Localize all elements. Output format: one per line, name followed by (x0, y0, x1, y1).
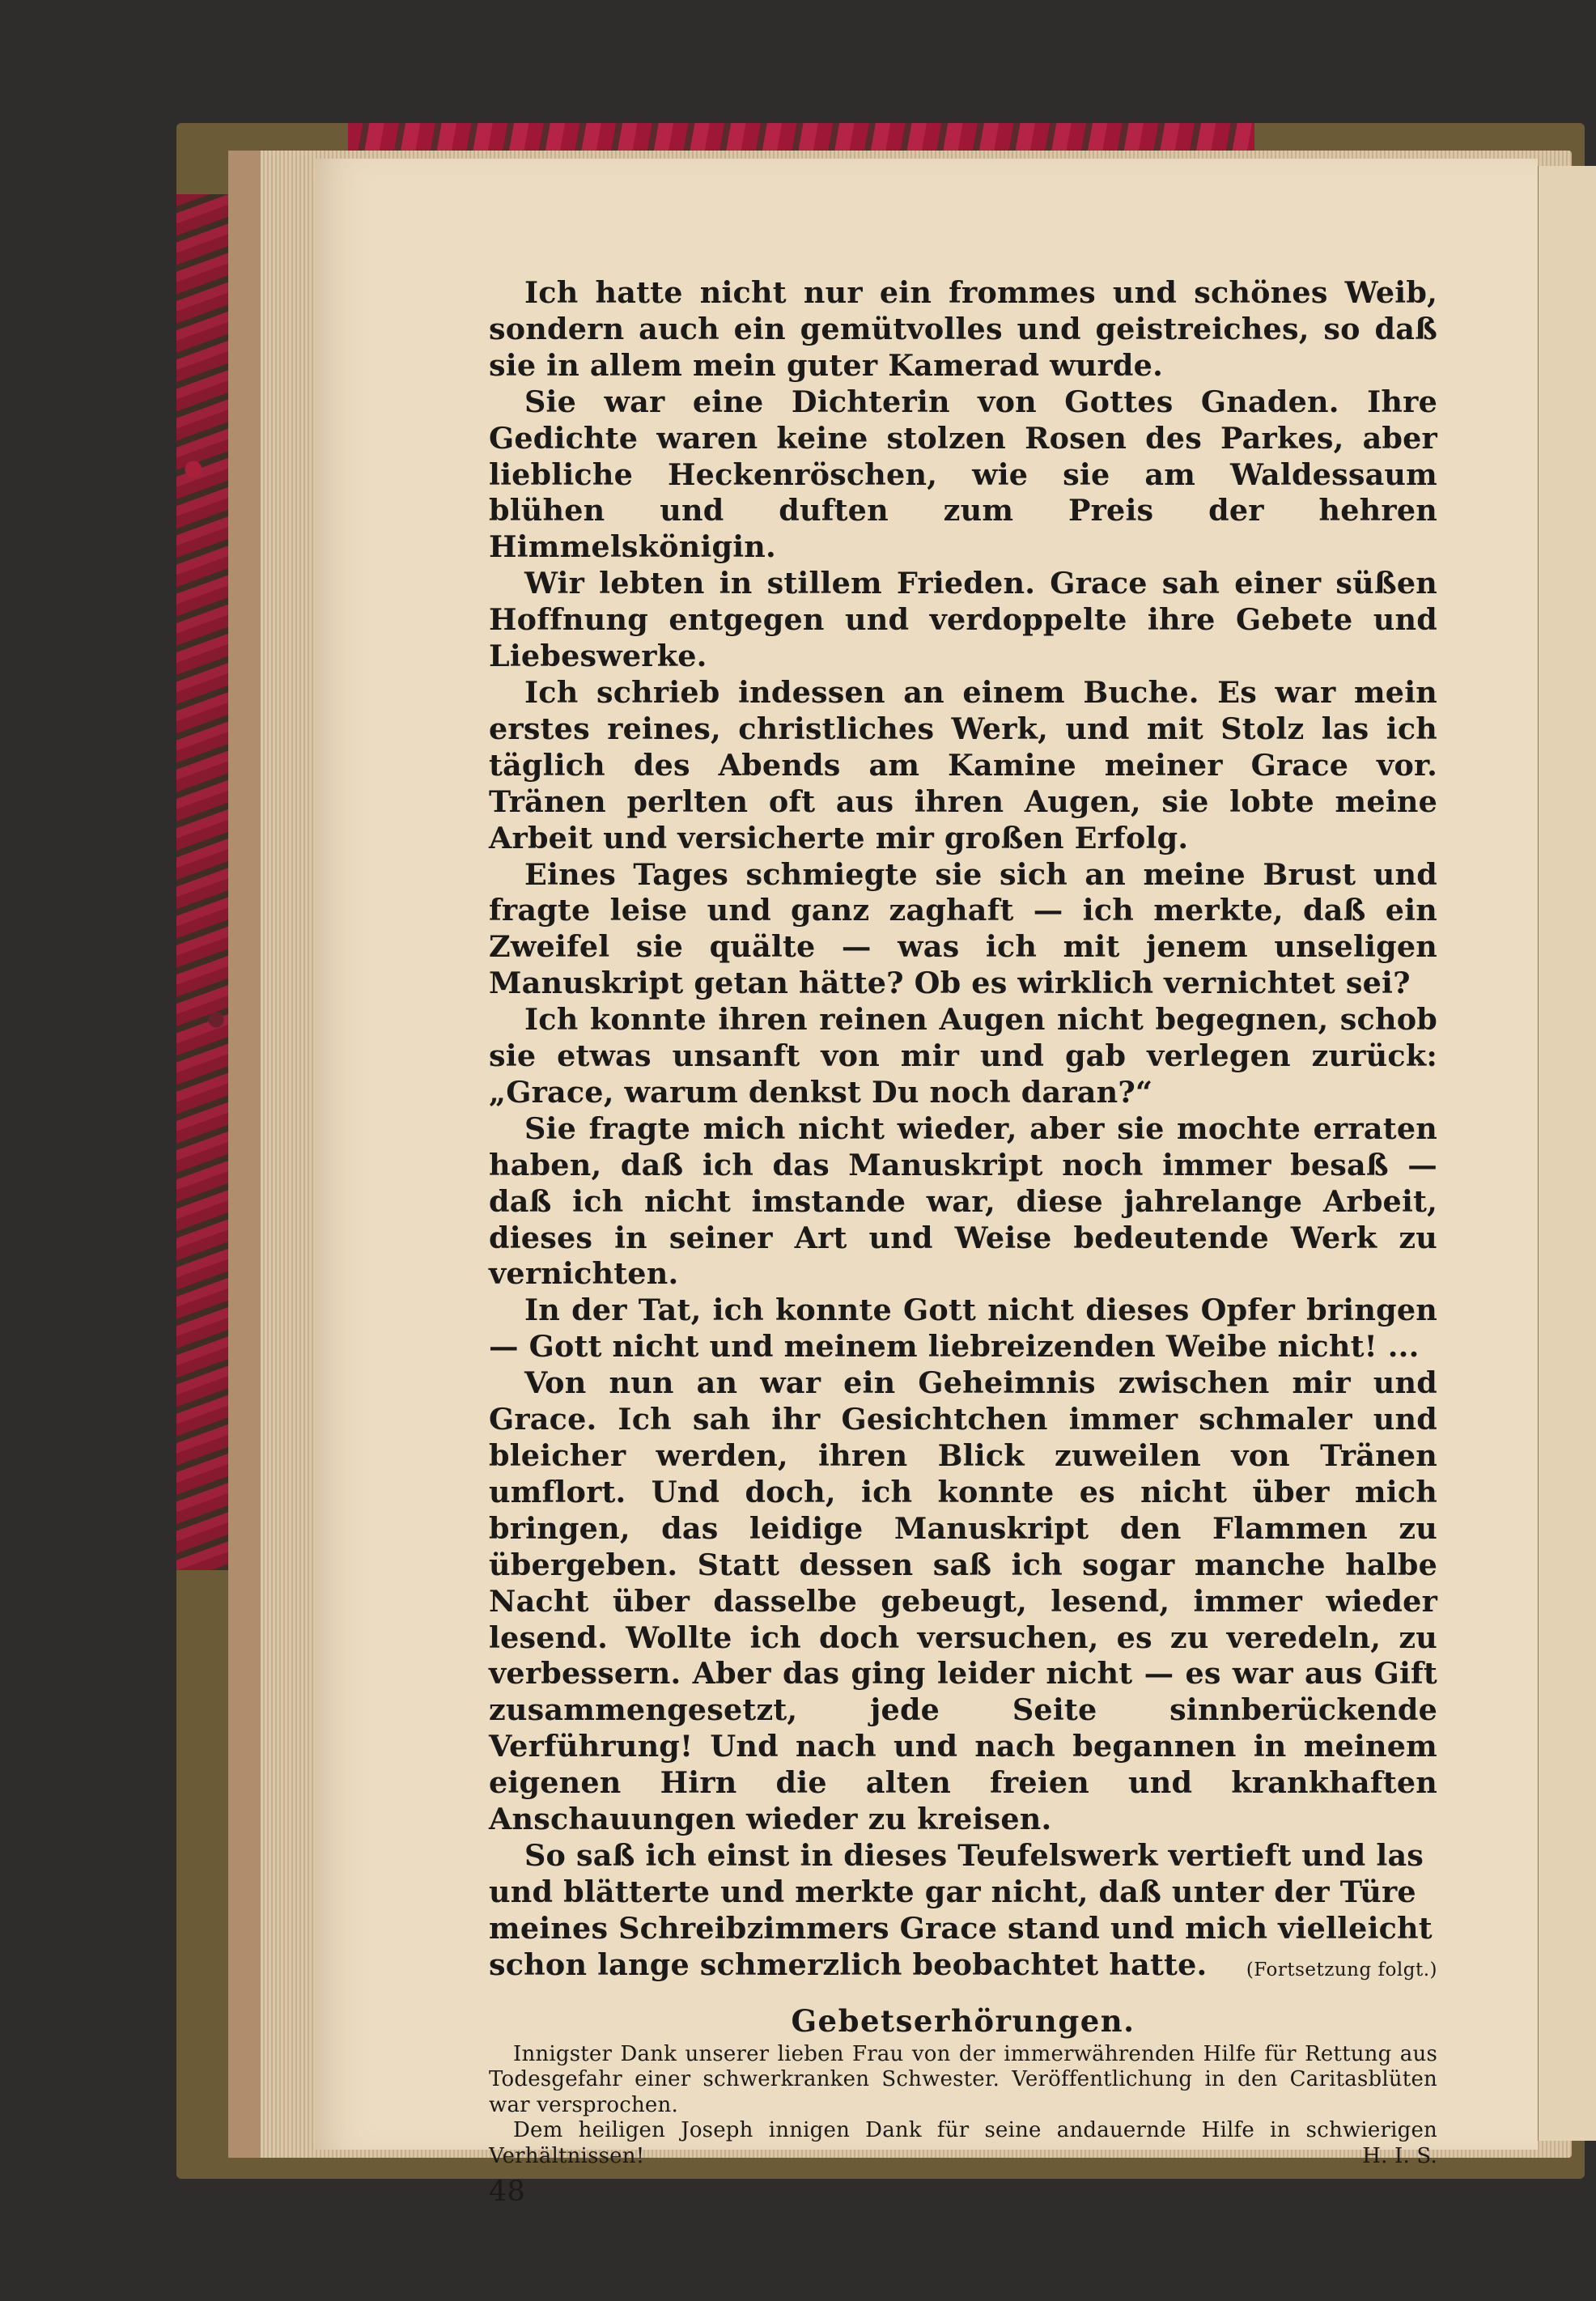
paragraph: Eines Tages schmiegte sie sich an meine Brust und fragte leise und ganz zaghaft — ich merkte, daß ein Zweifel sie quälte — was ich mit jenem unseligen Manuskript getan hätte? Ob es wirklich vernichtet sei? (489, 856, 1437, 1001)
paragraph: Ich konnte ihren reinen Augen nicht begegnen, schob sie etwas unsanft von mir und gab verlegen zurück: „Grace, warum denkst Du noch daran?“ (489, 1002, 1437, 1110)
paragraph: Von nun an war ein Geheimnis zwischen mir und Grace. Ich sah ihr Gesichtchen immer schmaler und bleicher werden, ihren Blick zuweilen von Tränen umflort. Und doch, ich konnte es nicht über mich bringen, das leidige Manuskript den Flammen zu übergeben. Statt dessen saß ich sogar manche halbe Nacht über dasselbe gebeugt, lesend, immer wieder lesend. Wollte ich doch versuchen, es zu veredeln, zu verbessern. Aber das ging leider nicht — es war aus Gift zusammengesetzt, jede Seite sinnberückende Verführung! Und nach und nach begannen in meinem eigenen Hirn die alten freien und krankhaften Anschauungen wieder zu kreisen. (489, 1365, 1437, 1837)
notice: Innigster Dank unserer lieben Frau von der immerwährenden Hilfe für Rettung aus Todesgefahr einer schwerkranken Schwester. Veröffentlichung in den Caritasblüten war versprochen. (489, 2041, 1437, 2117)
paragraph-last-text: So saß ich einst in dieses Teufelswerk vertieft und las und blätterte und merkte gar nicht, daß unter der Türe meines Schreibzimmers Grace stand und mich vielleicht schon lange schmerzlich beobachtet hatte. (489, 1837, 1433, 1982)
notices-heading: Gebetserhörungen. (791, 2002, 1135, 2039)
notice-signature: H. I. S. (1362, 2143, 1437, 2168)
facing-page-edge (1536, 166, 1596, 2141)
paragraph: Sie war eine Dichterin von Gottes Gnaden. Ihre Gedichte waren keine stolzen Rosen des Parkes, aber liebliche Heckenröschen, wie sie am Waldessaum blühen und duften zum Preis der hehren Himmelskönigin. (489, 384, 1437, 565)
paragraph: Ich schrieb indessen an einem Buche. Es war mein erstes reines, christliches Werk, und mit Stolz las ich täglich des Abends am Kamine meiner Grace vor. Tränen perlten oft aus ihren Augen, sie lobte meine Arbeit und versicherte mir großen Erfolg. (489, 674, 1437, 855)
page-number: 48 (489, 2176, 525, 2209)
notice (489, 2118, 1437, 2169)
page-text (489, 275, 1437, 2210)
paragraph: Sie fragte mich nicht wieder, aber sie mochte erraten haben, daß ich das Manuskript noch immer besaß — daß ich nicht imstande war, diese jahrelange Arbeit, dieses in seiner Art und Weise bedeutende Werk zu vernichten. (489, 1110, 1437, 1292)
cover-marble-edge (176, 194, 233, 1570)
paragraph: Wir lebten in stillem Frieden. Grace sah einer süßen Hoffnung entgegen und verdoppelte ihre Gebete und Liebeswerke. (489, 566, 1437, 674)
paragraph: In der Tat, ich konnte Gott nicht dieses Opfer bringen — Gott nicht und meinem liebreizenden Weibe nicht! ... (489, 1293, 1437, 1365)
page-left-edge (228, 151, 261, 2158)
notice-text: Dem heiligen Joseph innigen Dank für seine andauernde Hilfe in schwierigen Verhältnissen! (489, 2118, 1437, 2168)
paragraph: Ich hatte nicht nur ein frommes und schönes Weib, sondern auch ein gemütvolles und geistreiches, so daß sie in allem mein guter Kamerad wurde. (489, 275, 1437, 383)
continued-note: (Fortsetzung folgt.) (1246, 1959, 1437, 1980)
paragraph-last (489, 1838, 1437, 1984)
